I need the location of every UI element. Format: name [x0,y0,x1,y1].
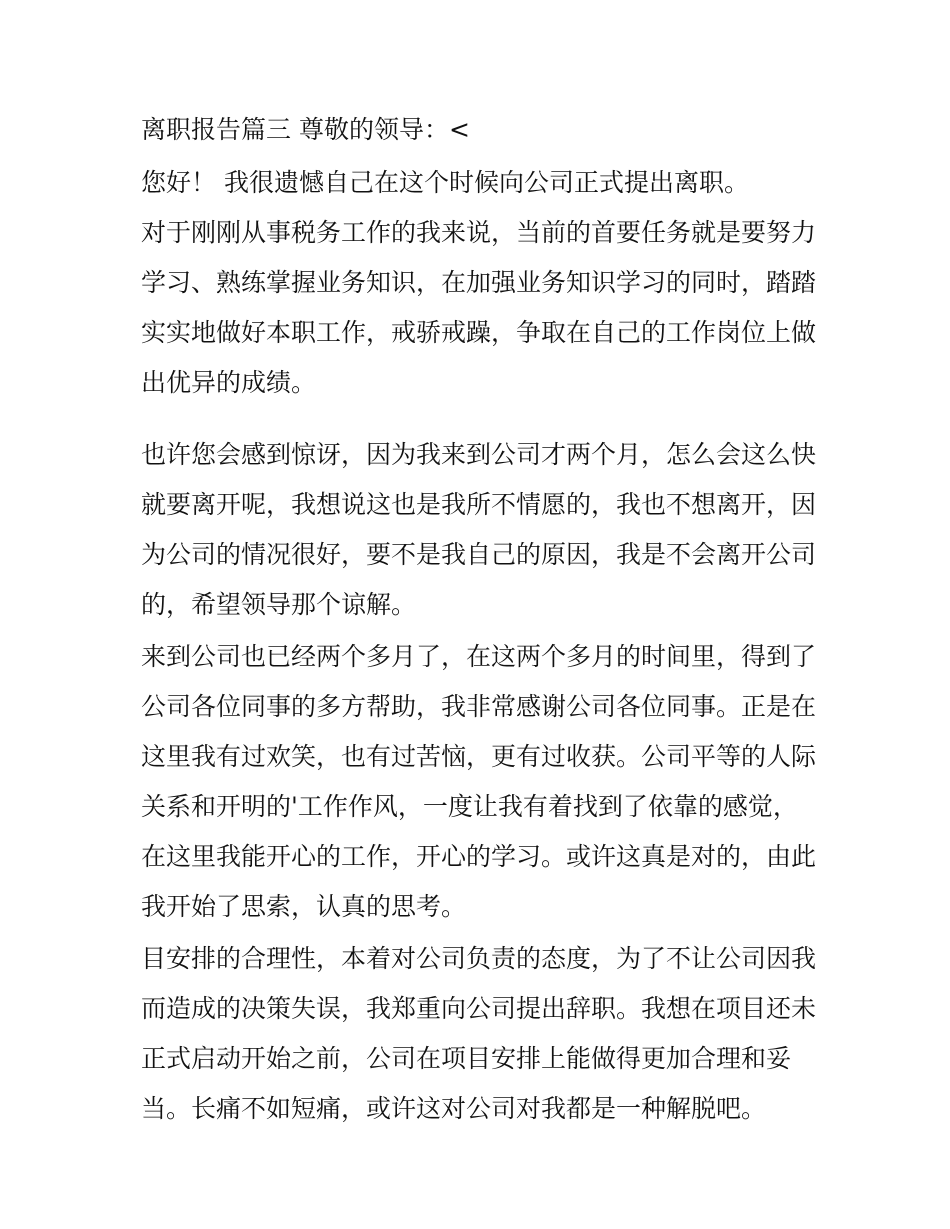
paragraph-1-line-2: 学习、熟练掌握业务知识，在加强业务知识学习的同时，踏踏 [141,268,817,297]
paragraph-3-line-4: 关系和开明的'工作作风，一度让我有着找到了依靠的感觉， [141,792,798,821]
greeting-line: 您好！ 我很遗憾自己在这个时候向公司正式提出离职。 [141,168,749,197]
paragraph-3-line-6: 我开始了思索，认真的思考。 [141,892,467,921]
paragraph-4-line-1: 目安排的合理性，本着对公司负责的态度，为了不让公司因我 [141,944,817,973]
paragraph-1-line-1: 对于刚刚从事税务工作的我来说，当前的首要任务就是要努力 [141,218,817,247]
paragraph-3-line-1: 来到公司也已经两个多月了，在这两个多月的时间里，得到了 [141,642,817,671]
paragraph-2-line-4: 的，希望领导那个谅解。 [141,590,417,619]
paragraph-3-line-3: 这里我有过欢笑，也有过苦恼，更有过收获。公司平等的人际 [141,742,817,771]
paragraph-2-line-1: 也许您会感到惊讶，因为我来到公司才两个月，怎么会这么快 [141,440,817,469]
paragraph-3-line-2: 公司各位同事的多方帮助，我非常感谢公司各位同事。正是在 [141,692,817,721]
paragraph-4-line-3: 正式启动开始之前，公司在项目安排上能做得更加合理和妥 [141,1044,792,1073]
document-title-line: 离职报告篇三 尊敬的领导：< [141,115,470,144]
paragraph-3-line-5: 在这里我能开心的工作，开心的学习。或许这真是对的，由此 [141,842,817,871]
paragraph-4-line-2: 而造成的决策失误，我郑重向公司提出辞职。我想在项目还未 [141,994,817,1023]
paragraph-4-line-4: 当。长痛不如短痛，或许这对公司对我都是一种解脱吧。 [141,1094,767,1123]
paragraph-1-line-3: 实实地做好本职工作，戒骄戒躁，争取在自己的工作岗位上做 [141,318,817,347]
paragraph-2-line-2: 就要离开呢，我想说这也是我所不情愿的，我也不想离开，因 [141,490,817,519]
paragraph-1-line-4: 出优异的成绩。 [141,368,317,397]
paragraph-2-line-3: 为公司的情况很好，要不是我自己的原因，我是不会离开公司 [141,540,817,569]
